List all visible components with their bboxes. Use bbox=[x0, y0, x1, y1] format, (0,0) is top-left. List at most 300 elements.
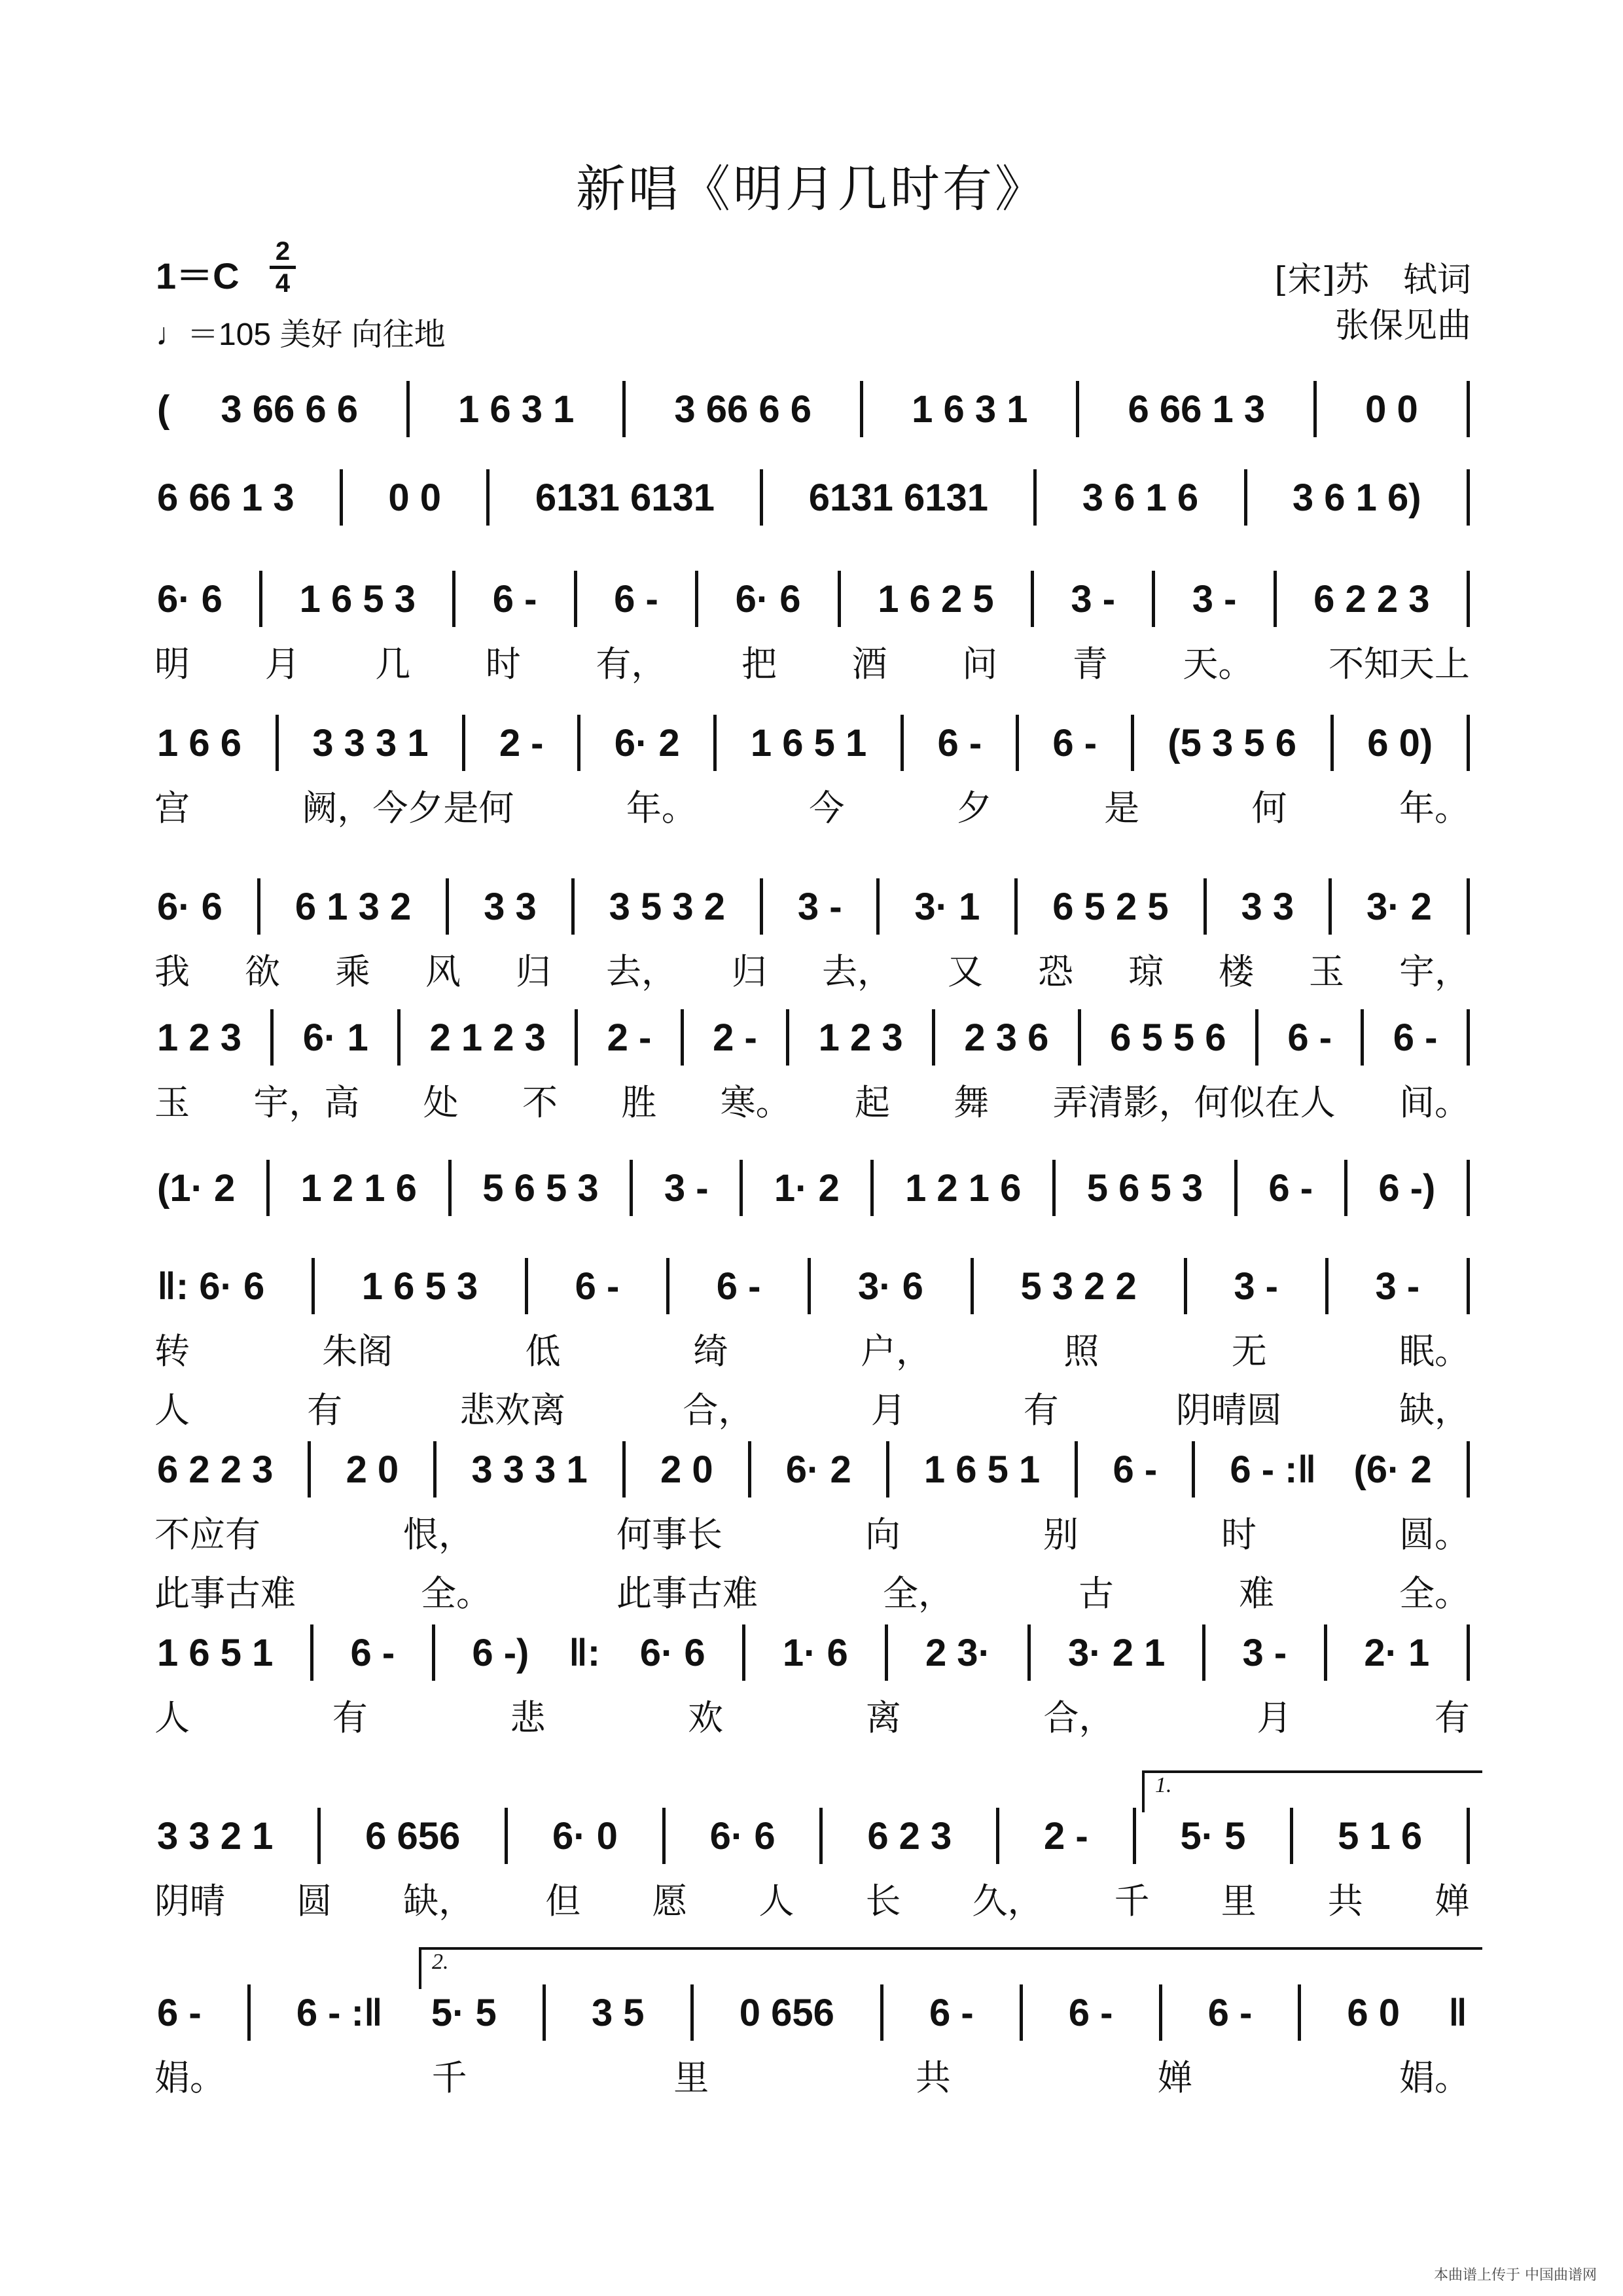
bar-line bbox=[622, 381, 626, 437]
lyric-syllable: 宇，高 bbox=[253, 1081, 360, 1123]
time-signature bbox=[270, 238, 296, 296]
bar-line bbox=[885, 1624, 888, 1681]
measure: 1· 2 bbox=[774, 1166, 840, 1210]
lyric-syllable: 琼 bbox=[1128, 950, 1164, 992]
measure: ‖: bbox=[568, 1631, 601, 1674]
bar-line bbox=[1361, 1009, 1364, 1066]
measure: 1 6 5 1 bbox=[923, 1448, 1041, 1491]
notation-row bbox=[154, 713, 1470, 772]
bar-line bbox=[1152, 571, 1155, 627]
bar-line bbox=[760, 878, 763, 935]
measure: 3 - bbox=[797, 885, 842, 928]
measure: 1 2 3 bbox=[818, 1016, 903, 1059]
bar-line bbox=[1313, 381, 1317, 437]
measure: 6 0) bbox=[1367, 721, 1433, 764]
measure: 3 - bbox=[1071, 577, 1116, 620]
bar-line bbox=[1159, 1984, 1162, 2041]
lyric-syllable: 悲欢离 bbox=[459, 1389, 566, 1431]
lyric-syllable: 几 bbox=[375, 643, 411, 685]
lyric-syllable: 别 bbox=[1043, 1513, 1079, 1555]
measure: 3 5 bbox=[591, 1991, 645, 2034]
lyric-syllable: 悲 bbox=[510, 1696, 546, 1738]
bar-line bbox=[1467, 715, 1470, 771]
notation-row bbox=[154, 468, 1470, 527]
bar-line bbox=[1290, 1808, 1293, 1864]
bar-line bbox=[1255, 1009, 1258, 1066]
measure: 1 6 3 1 bbox=[458, 387, 575, 431]
volta-bracket: 2. bbox=[419, 1947, 1482, 1989]
bar-line bbox=[886, 1441, 889, 1498]
measure: 5 3 2 2 bbox=[1020, 1265, 1137, 1308]
bar-line bbox=[1234, 1160, 1238, 1216]
bar-line bbox=[622, 1441, 626, 1498]
lyric-syllable: 合， bbox=[683, 1389, 754, 1431]
measure: 6 - :‖ bbox=[296, 1991, 383, 2034]
lyric-syllable: 愿 bbox=[652, 1880, 688, 1922]
bar-line bbox=[310, 1624, 313, 1681]
bar-line bbox=[1467, 1808, 1470, 1864]
lyrics-line bbox=[154, 1692, 1470, 1738]
lyric-syllable: 照 bbox=[1063, 1330, 1099, 1372]
measure: 3 6 1 6) bbox=[1292, 476, 1421, 519]
watermark: 本曲谱上传于 中国曲谱网 bbox=[1434, 2267, 1597, 2284]
measure: 6 - bbox=[350, 1631, 395, 1674]
bar-line bbox=[257, 878, 260, 935]
lyric-syllable: 共 bbox=[915, 2056, 951, 2098]
bar-line bbox=[575, 1009, 578, 1066]
measure: 1 2 1 6 bbox=[300, 1166, 417, 1210]
measure: 3 66 6 6 bbox=[674, 387, 812, 431]
bar-line bbox=[525, 1258, 528, 1314]
notation-row bbox=[154, 1008, 1470, 1067]
measure: 6· 6 bbox=[639, 1631, 705, 1674]
bar-line bbox=[312, 1258, 315, 1314]
lyric-syllable: 何事长 bbox=[616, 1513, 722, 1555]
lyric-syllable: 此事古难 bbox=[154, 1572, 296, 1614]
measure: (1· 2 bbox=[157, 1166, 236, 1210]
lyric-syllable: 阴晴 bbox=[154, 1880, 225, 1922]
bar-line bbox=[1467, 469, 1470, 526]
lyric-syllable: 是 bbox=[1104, 787, 1140, 829]
lyrics-line-second-verse bbox=[154, 1384, 1470, 1430]
measure: 6 - bbox=[614, 577, 658, 620]
lyric-syllable: 处 bbox=[423, 1081, 459, 1123]
lyrics-line bbox=[154, 1325, 1470, 1371]
bar-line bbox=[901, 715, 904, 771]
measure: 6 1 3 2 bbox=[294, 885, 412, 928]
lyric-syllable: 千 bbox=[1114, 1880, 1150, 1922]
bar-line bbox=[1131, 715, 1134, 771]
bar-line bbox=[432, 1624, 435, 1681]
bar-line bbox=[1027, 1624, 1031, 1681]
lyric-syllable: 起 bbox=[854, 1081, 890, 1123]
lyric-syllable: 去， bbox=[606, 950, 677, 992]
lyric-syllable: 共 bbox=[1327, 1880, 1363, 1922]
bar-line bbox=[1192, 1441, 1195, 1498]
measure: 1 2 3 bbox=[157, 1016, 241, 1059]
time-signature-bottom: 4 bbox=[275, 269, 291, 298]
bar-line bbox=[662, 1808, 666, 1864]
bar-line bbox=[838, 571, 841, 627]
lyrics-line bbox=[154, 782, 1470, 828]
measure: 6· 2 bbox=[614, 721, 680, 764]
lyrics-line bbox=[154, 638, 1470, 684]
measure: 6 - bbox=[1068, 1991, 1113, 2034]
lyric-syllable: 宫 bbox=[154, 787, 190, 829]
measure: 5· 5 bbox=[1180, 1814, 1246, 1857]
notation-row bbox=[154, 1158, 1470, 1217]
lyric-syllable: 楼 bbox=[1219, 950, 1254, 992]
bar-line bbox=[1184, 1258, 1187, 1314]
measure: 1 6 5 1 bbox=[750, 721, 867, 764]
lyric-syllable: 玉 bbox=[1309, 950, 1344, 992]
bar-line bbox=[571, 878, 575, 935]
measure: 6 5 2 5 bbox=[1052, 885, 1169, 928]
measure: 2 - bbox=[499, 721, 544, 764]
lyric-syllable: 全， bbox=[883, 1572, 954, 1614]
bar-line bbox=[270, 1009, 274, 1066]
lyric-syllable: 我 bbox=[154, 950, 190, 992]
lyric-syllable: 间。 bbox=[1399, 1081, 1470, 1123]
measure: 2· 1 bbox=[1364, 1631, 1430, 1674]
lyric-syllable: 今 bbox=[809, 787, 845, 829]
lyric-syllable: 青 bbox=[1072, 643, 1108, 685]
measure: 6 66 1 3 bbox=[1128, 387, 1266, 431]
measure: 2 1 2 3 bbox=[429, 1016, 546, 1059]
measure: 6· 6 bbox=[709, 1814, 776, 1857]
lyric-syllable: 恨， bbox=[403, 1513, 474, 1555]
bar-line bbox=[1033, 469, 1037, 526]
lyric-syllable: 月 bbox=[1257, 1696, 1293, 1738]
lyric-syllable: 寒。 bbox=[720, 1081, 791, 1123]
lyric-syllable: 去， bbox=[822, 950, 893, 992]
lyric-syllable: 娟。 bbox=[154, 2056, 225, 2098]
lyric-syllable: 向 bbox=[865, 1513, 901, 1555]
composer-credit: 张保见曲 bbox=[1334, 306, 1471, 346]
bar-line bbox=[406, 381, 410, 437]
measure: 0 656 bbox=[739, 1991, 834, 2034]
lyric-syllable: 眠。 bbox=[1399, 1330, 1470, 1372]
lyric-syllable: 朱阁 bbox=[322, 1330, 393, 1372]
measure: 6131 6131 bbox=[535, 476, 715, 519]
lyric-syllable: 弄清影，何似在人 bbox=[1052, 1081, 1336, 1123]
bar-line bbox=[1467, 1441, 1470, 1498]
bar-line bbox=[1075, 1441, 1078, 1498]
lyric-syllable: 阙，今夕是何 bbox=[302, 787, 514, 829]
bar-line bbox=[1324, 1624, 1327, 1681]
lyric-syllable: 年。 bbox=[1399, 787, 1470, 829]
lyric-syllable: 时 bbox=[485, 643, 521, 685]
measure: 6 5 5 6 bbox=[1110, 1016, 1226, 1059]
measure: 6 - bbox=[492, 577, 537, 620]
lyrics-line bbox=[154, 946, 1470, 992]
lyrics-line bbox=[154, 1875, 1470, 1921]
lyric-syllable: 风 bbox=[425, 950, 461, 992]
bar-line bbox=[819, 1808, 823, 1864]
lyric-syllable: 问 bbox=[962, 643, 998, 685]
measure: 6 0 bbox=[1347, 1991, 1400, 2034]
measure: 3 - bbox=[1234, 1265, 1278, 1308]
notation-row bbox=[154, 1440, 1470, 1499]
measure: (5 3 5 6 bbox=[1168, 721, 1296, 764]
lyric-syllable: 千 bbox=[431, 2056, 467, 2098]
measure: 2 0 bbox=[346, 1448, 399, 1491]
lyric-syllable: 又 bbox=[948, 950, 983, 992]
measure: 6 -) bbox=[472, 1631, 529, 1674]
measure: 6 2 2 3 bbox=[157, 1448, 274, 1491]
measure: 1 6 5 3 bbox=[361, 1265, 478, 1308]
measure: (6· 2 bbox=[1353, 1448, 1432, 1491]
lyric-syllable: 离 bbox=[865, 1696, 901, 1738]
lyric-syllable: 里 bbox=[1221, 1880, 1257, 1922]
bar-line bbox=[1329, 878, 1332, 935]
bar-line bbox=[1133, 1808, 1136, 1864]
lyric-syllable: 绮 bbox=[692, 1330, 728, 1372]
measure: 2 - bbox=[713, 1016, 757, 1059]
lyric-syllable: 酒 bbox=[851, 643, 887, 685]
measure: 1 6 3 1 bbox=[912, 387, 1028, 431]
measure: 3 3 3 1 bbox=[471, 1448, 588, 1491]
measure: 1 2 1 6 bbox=[905, 1166, 1022, 1210]
measure: 6 - bbox=[1052, 721, 1097, 764]
bar-line bbox=[996, 1808, 999, 1864]
time-signature-top: 2 bbox=[275, 237, 291, 266]
bar-line bbox=[876, 878, 880, 935]
measure: 6 -) bbox=[1378, 1166, 1436, 1210]
bar-line bbox=[748, 1441, 751, 1498]
bar-line bbox=[1202, 1624, 1205, 1681]
measure: 3 3 bbox=[1241, 885, 1294, 928]
key-signature: 1＝C bbox=[156, 255, 240, 296]
bar-line bbox=[577, 715, 580, 771]
measure: 2 0 bbox=[660, 1448, 713, 1491]
measure: 1 6 2 5 bbox=[878, 577, 994, 620]
lyric-syllable: 归 bbox=[732, 950, 767, 992]
lyric-syllable: 人 bbox=[154, 1389, 190, 1431]
lyric-syllable: 乘 bbox=[335, 950, 370, 992]
measure: 6· 0 bbox=[552, 1814, 618, 1857]
measure: 6· 6 bbox=[157, 885, 223, 928]
bar-line bbox=[681, 1009, 684, 1066]
measure: 6 - bbox=[929, 1991, 974, 2034]
bar-line bbox=[433, 1441, 437, 1498]
lyric-syllable: 有 bbox=[1434, 1696, 1470, 1738]
lyric-syllable: 缺， bbox=[403, 1880, 474, 1922]
measure: 2 - bbox=[1044, 1814, 1088, 1857]
lyrics-line bbox=[154, 1077, 1470, 1122]
lyric-syllable: 欲 bbox=[245, 950, 280, 992]
measure: 6131 6131 bbox=[808, 476, 988, 519]
bar-line bbox=[1076, 381, 1079, 437]
bar-line bbox=[1078, 1009, 1081, 1066]
bar-line bbox=[1031, 571, 1034, 627]
bar-line bbox=[880, 1984, 883, 2041]
lyric-syllable: 人 bbox=[758, 1880, 794, 1922]
lyric-syllable: 时 bbox=[1221, 1513, 1257, 1555]
lyric-syllable: 古 bbox=[1079, 1572, 1114, 1614]
lyric-syllable: 有 bbox=[1023, 1389, 1059, 1431]
measure: 3 - bbox=[1375, 1265, 1420, 1308]
measure: 5 1 6 bbox=[1338, 1814, 1423, 1857]
measure: 3 5 3 2 bbox=[609, 885, 725, 928]
lyric-syllable: 年。 bbox=[626, 787, 697, 829]
bar-line bbox=[932, 1009, 935, 1066]
notation-row bbox=[154, 569, 1470, 628]
bar-line bbox=[1467, 1624, 1470, 1681]
measure: 3 3 bbox=[484, 885, 537, 928]
bar-line bbox=[1330, 715, 1334, 771]
lyric-syllable: 婵 bbox=[1434, 1880, 1470, 1922]
bar-line bbox=[308, 1441, 311, 1498]
lyric-syllable: 缺， bbox=[1399, 1389, 1470, 1431]
bar-line bbox=[317, 1808, 321, 1864]
measure: 3 - bbox=[1242, 1631, 1287, 1674]
bar-line bbox=[276, 715, 279, 771]
measure: 3 - bbox=[1192, 577, 1237, 620]
measure: 3 3 2 1 bbox=[157, 1814, 274, 1857]
bar-line bbox=[397, 1009, 401, 1066]
measure: 6 - bbox=[1113, 1448, 1158, 1491]
lyric-syllable: 转 bbox=[154, 1330, 190, 1372]
measure: 3 66 6 6 bbox=[221, 387, 358, 431]
measure: 6· 6 bbox=[157, 577, 223, 620]
lyrics-line-second-verse bbox=[154, 1568, 1470, 1613]
bar-line bbox=[742, 1624, 745, 1681]
measure: 6 - bbox=[1207, 1991, 1253, 2034]
bar-line bbox=[1467, 381, 1470, 437]
lyric-syllable: 无 bbox=[1231, 1330, 1267, 1372]
bar-line bbox=[1274, 571, 1277, 627]
measure: 2 - bbox=[607, 1016, 652, 1059]
lyric-syllable: 月 bbox=[870, 1389, 906, 1431]
tempo-marking: ♩＝105 美好 向往地 bbox=[156, 317, 446, 352]
bar-line bbox=[486, 469, 490, 526]
bar-line bbox=[1467, 878, 1470, 935]
measure: 6 - bbox=[1393, 1016, 1438, 1059]
lyric-syllable: 全。 bbox=[421, 1572, 491, 1614]
bar-line bbox=[266, 1160, 270, 1216]
lyric-syllable: 人 bbox=[154, 1696, 190, 1738]
volta-bracket: 1. bbox=[1142, 1770, 1482, 1812]
lyric-syllable: 月 bbox=[264, 643, 300, 685]
lyric-syllable: 把 bbox=[741, 643, 777, 685]
lyric-syllable: 婵 bbox=[1157, 2056, 1193, 2098]
notation-row bbox=[154, 877, 1470, 936]
notation-row bbox=[154, 380, 1470, 439]
measure: 6 2 3 bbox=[867, 1814, 952, 1857]
lyric-syllable: 夕 bbox=[956, 787, 992, 829]
lyric-syllable: 不知天上 bbox=[1328, 643, 1470, 685]
measure: 3 - bbox=[664, 1166, 709, 1210]
lyric-syllable: 全。 bbox=[1399, 1572, 1470, 1614]
lyric-syllable: 圆 bbox=[296, 1880, 332, 1922]
lyric-syllable: 阴晴圆 bbox=[1175, 1389, 1282, 1431]
measure: 6 - bbox=[716, 1265, 761, 1308]
bar-line bbox=[1467, 571, 1470, 627]
lyric-syllable: 有， bbox=[596, 643, 667, 685]
notation-row bbox=[154, 1983, 1470, 2042]
notation-row bbox=[154, 1806, 1470, 1865]
measure: 2 3· bbox=[925, 1631, 991, 1674]
lyricist-credit: [宋]苏 轼词 bbox=[1274, 260, 1471, 300]
lyric-syllable: 明 bbox=[154, 643, 190, 685]
bar-line bbox=[740, 1160, 743, 1216]
measure: 6 656 bbox=[365, 1814, 461, 1857]
measure: 6 - bbox=[1287, 1016, 1332, 1059]
bar-line bbox=[340, 469, 343, 526]
measure: 6 - bbox=[1268, 1166, 1313, 1210]
bar-line bbox=[713, 715, 717, 771]
measure: 3· 2 bbox=[1366, 885, 1432, 928]
lyric-syllable: 久， bbox=[972, 1880, 1043, 1922]
bar-line bbox=[666, 1258, 669, 1314]
lyric-syllable: 此事古难 bbox=[616, 1572, 758, 1614]
bar-line bbox=[505, 1808, 508, 1864]
measure: 3 6 1 6 bbox=[1082, 476, 1199, 519]
measure: 6 2 2 3 bbox=[1313, 577, 1430, 620]
lyric-syllable: 长 bbox=[865, 1880, 901, 1922]
measure: ( bbox=[157, 387, 170, 431]
bar-line bbox=[870, 1160, 874, 1216]
lyric-syllable: 胜 bbox=[621, 1081, 657, 1123]
measure: 5 6 5 3 bbox=[482, 1166, 599, 1210]
measure: 2 3 6 bbox=[964, 1016, 1049, 1059]
notation-row bbox=[154, 1623, 1470, 1682]
lyric-syllable: 里 bbox=[673, 2056, 709, 2098]
bar-line bbox=[808, 1258, 811, 1314]
measure: 6 - :‖ bbox=[1230, 1448, 1317, 1491]
lyrics-line bbox=[154, 1509, 1470, 1554]
lyric-syllable: 户， bbox=[861, 1330, 932, 1372]
lyric-syllable: 何 bbox=[1251, 787, 1287, 829]
lyric-syllable: 合， bbox=[1043, 1696, 1115, 1738]
measure: 1 6 6 bbox=[157, 721, 241, 764]
lyric-syllable: 有 bbox=[332, 1696, 368, 1738]
measure: 6 - bbox=[157, 1991, 202, 2034]
bar-line bbox=[1325, 1258, 1329, 1314]
measure: 1 6 5 1 bbox=[157, 1631, 274, 1674]
lyric-syllable: 娟。 bbox=[1399, 2056, 1470, 2098]
bar-line bbox=[1204, 878, 1207, 935]
measure: 5· 5 bbox=[431, 1991, 497, 2034]
lyric-syllable: 低 bbox=[525, 1330, 561, 1372]
bar-line bbox=[971, 1258, 974, 1314]
measure: 3· 6 bbox=[857, 1265, 923, 1308]
bar-line bbox=[1020, 1984, 1023, 2041]
measure: ‖: 6· 6 bbox=[157, 1265, 265, 1308]
bar-line bbox=[1298, 1984, 1301, 2041]
lyric-syllable: 难 bbox=[1239, 1572, 1274, 1614]
lyric-syllable: 恐 bbox=[1038, 950, 1073, 992]
bar-line bbox=[1052, 1160, 1056, 1216]
measure: 3· 1 bbox=[914, 885, 980, 928]
measure: 6· 1 bbox=[302, 1016, 368, 1059]
lyric-syllable: 天。 bbox=[1183, 643, 1254, 685]
lyric-syllable: 归 bbox=[516, 950, 551, 992]
lyric-syllable: 圆。 bbox=[1399, 1513, 1470, 1555]
bar-line bbox=[247, 1984, 251, 2041]
bar-line bbox=[760, 469, 763, 526]
measure: 6 - bbox=[575, 1265, 620, 1308]
bar-line bbox=[1467, 1258, 1470, 1314]
lyrics-line bbox=[154, 2052, 1470, 2098]
measure: 6· 6 bbox=[735, 577, 801, 620]
notation-row bbox=[154, 1257, 1470, 1316]
bar-line bbox=[1467, 1160, 1470, 1216]
bar-line bbox=[1467, 1009, 1470, 1066]
bar-line bbox=[452, 571, 455, 627]
measure: 6 - bbox=[937, 721, 982, 764]
